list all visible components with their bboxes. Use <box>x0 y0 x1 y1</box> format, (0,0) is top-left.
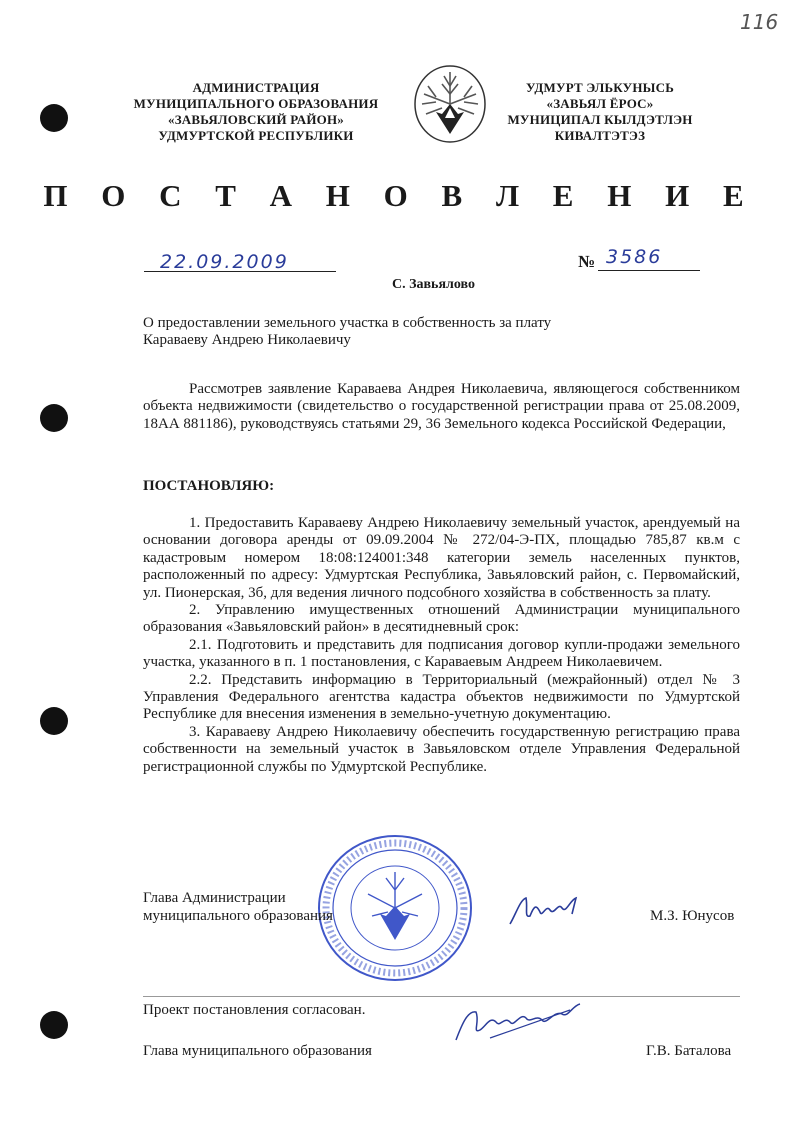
punch-hole <box>40 104 68 132</box>
item-1: 1. Предоставить Караваеву Андрею Николаевичу земельный участок, арендуемый на основании договора аренды от 09.09.2004 № 272/04-Э-ПХ, площадью 785,87 кв.м с кадастровым номером 18:08:124001:348 категории земель населенных пунктов, расположенный по адресу: Удмуртская Республика, Завьяловский район, с. Первомайский, ул. Пионерская, 3б, для ведения личного подсобного хозяйства в собственность за плату. <box>143 515 740 601</box>
document-title: П О С Т А Н О В Л Е Н И Е <box>43 178 757 213</box>
item-2-1: 2.1. Подготовить и представить для подписания договор купли-продажи земельного участка, указанного в п. 1 постановления, с Караваевым Андреем Николаевичем. <box>143 636 740 671</box>
handwritten-signature <box>450 1000 590 1055</box>
resolve-heading: ПОСТАНОВЛЯЮ: <box>143 478 275 494</box>
approver-position: Глава муниципального образования <box>143 1043 372 1059</box>
header-left-line: УДМУРТСКОЙ РЕСПУБЛИКИ <box>158 128 354 143</box>
punch-hole <box>40 404 68 432</box>
date-handwritten: 22.09.2009 <box>160 251 289 273</box>
subject-line: Караваеву Андрею Николаевичу <box>143 332 351 349</box>
item-3: 3. Караваеву Андрею Николаевичу обеспечить государственную регистрацию права собственности на земельный участок в Завьяловском отделе Управления Федеральной регистрационной службы по Удмуртской Республике. <box>143 723 740 775</box>
number-underline <box>598 270 700 271</box>
header-left-line: «ЗАВЬЯЛОВСКИЙ РАЙОН» <box>168 112 344 127</box>
separator-line <box>143 996 740 997</box>
resolution-items <box>143 515 740 776</box>
header-right-line: УДМУРТ ЭЛЬКУНЫСЬ <box>525 80 675 95</box>
preamble-text: Рассмотрев заявление Караваева Андрея Николаевича, являющегося собственником объекта недвижимости (свидетельство о государственной регистрации права от 25.08.2009, 18АА 881186), руководствуясь статьями 29, 36 Земельного кодекса Российской Федерации, <box>143 381 740 432</box>
place-of-issue: С. Завьялово <box>392 277 476 292</box>
punch-hole <box>40 1011 68 1039</box>
approver-name: Г.В. Баталова <box>646 1043 732 1059</box>
header-right-line: МУНИЦИПАЛ КЫЛДЭТЛЭН <box>507 112 693 127</box>
header-left <box>128 80 384 144</box>
document-subject <box>143 315 740 350</box>
header-left-line: МУНИЦИПАЛЬНОГО ОБРАЗОВАНИЯ <box>133 96 379 111</box>
approval-note: Проект постановления согласован. <box>143 1002 366 1018</box>
page-number: 116 <box>740 10 779 34</box>
handwritten-signature <box>506 894 586 935</box>
number-handwritten: 3586 <box>606 246 663 268</box>
punch-hole <box>40 707 68 735</box>
number-label: № <box>578 252 596 271</box>
header-left-line: АДМИНИСТРАЦИЯ <box>192 80 320 95</box>
signatory-name: М.З. Юнусов <box>650 908 735 924</box>
header-right-line: «ЗАВЬЯЛ ЁРОС» <box>546 96 654 111</box>
header-right-line: КИВАЛТЭТЭЗ <box>554 128 646 143</box>
header-right <box>500 80 700 144</box>
item-2: 2. Управлению имущественных отношений Администрации муниципального образования «Завьяловский район» в десятидневный срок: <box>143 602 740 636</box>
signatory-position-line2: муниципального образования <box>143 908 333 924</box>
coat-of-arms-emblem <box>412 64 488 144</box>
preamble <box>143 381 740 433</box>
date-underline <box>144 271 336 272</box>
signatory-position-line1: Глава Администрации <box>143 890 286 906</box>
item-2-2: 2.2. Представить информацию в Территориальный (межрайонный) отдел № 3 Управления Федерального агентства кадастра объектов недвижимости по Удмуртской Республике для внесения изменения в земельно-учетную документацию. <box>143 671 740 723</box>
subject-line: О предоставлении земельного участка в собственность за плату <box>143 315 552 331</box>
official-seal-stamp <box>316 832 474 984</box>
